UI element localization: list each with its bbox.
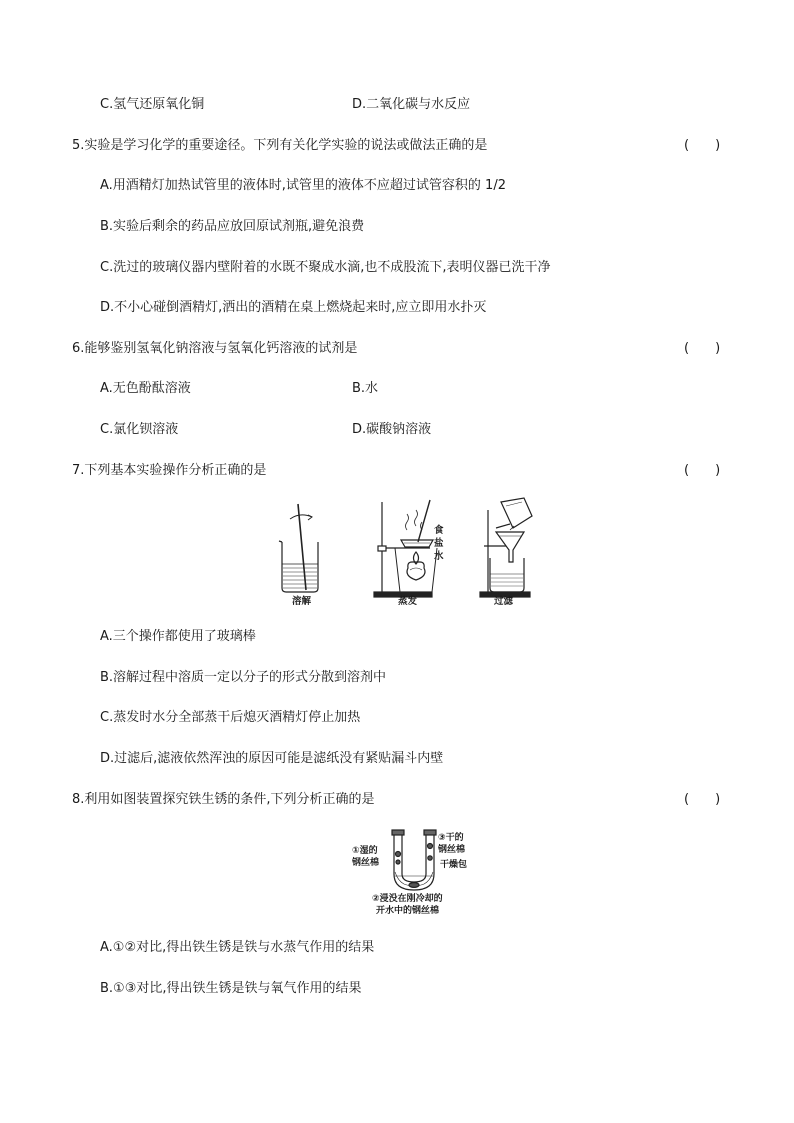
q5-option-d: D.不小心碰倒酒精灯,洒出的酒精在桌上燃烧起来时,应立即用水扑灭 xyxy=(100,300,487,315)
q7-option-c: C.蒸发时水分全部蒸干后熄灭酒精灯停止加热 xyxy=(100,710,361,725)
q6-option-a: A.无色酚酞溶液 xyxy=(100,381,191,396)
q6-answer-paren: ( ) xyxy=(684,341,721,356)
q6-option-b: B.水 xyxy=(352,381,379,396)
q5-option-b: B.实验后剩余的药品应放回原试剂瓶,避免浪费 xyxy=(100,219,365,234)
filtration-apparatus xyxy=(480,498,532,597)
q8-label-dry-steel-wool-2: 钢丝棉 xyxy=(438,845,466,855)
q8-label-boiled-water-1: ②浸没在刚冷却的 xyxy=(372,894,443,904)
q4-option-d: D.二氧化碳与水反应 xyxy=(352,97,471,112)
q7-label-evaporation: 蒸发 xyxy=(398,596,418,607)
q7-option-d: D.过滤后,滤液依然浑浊的原因可能是滤纸没有紧贴漏斗内壁 xyxy=(100,751,444,766)
q5-option-c: C.洗过的玻璃仪器内壁附着的水既不聚成水滴,也不成股流下,表明仪器已洗干净 xyxy=(100,260,551,275)
q8-label-boiled-water-2: 开水中的钢丝棉 xyxy=(376,906,440,916)
q8-option-a: A.①②对比,得出铁生锈是铁与水蒸气作用的结果 xyxy=(100,940,375,955)
q5-option-a: A.用酒精灯加热试管里的液体时,试管里的液体不应超过试管容积的 1/2 xyxy=(100,178,506,193)
q6-option-d: D.碳酸钠溶液 xyxy=(352,422,432,437)
q8-label-desiccant-pack: 干燥包 xyxy=(440,860,468,870)
q5-stem: 5.实验是学习化学的重要途径。下列有关化学实验的说法或做法正确的是 xyxy=(72,138,488,153)
q7-stem: 7.下列基本实验操作分析正确的是 xyxy=(72,463,267,478)
q8-label-wet-steel-wool-2: 钢丝棉 xyxy=(352,858,380,868)
q7-side-label-char-3: 水 xyxy=(434,551,444,562)
dissolving-apparatus xyxy=(279,504,318,592)
q7-answer-paren: ( ) xyxy=(684,463,721,478)
q7-option-b: B.溶解过程中溶质一定以分子的形式分散到溶剂中 xyxy=(100,670,387,685)
q6-option-c: C.氯化钡溶液 xyxy=(100,422,179,437)
q8-stem: 8.利用如图装置探究铁生锈的条件,下列分析正确的是 xyxy=(72,792,375,807)
q6-stem: 6.能够鉴别氢氧化钠溶液与氢氧化钙溶液的试剂是 xyxy=(72,341,358,356)
q4-option-c: C.氢气还原氧化铜 xyxy=(100,97,205,112)
evaporation-apparatus xyxy=(374,500,437,597)
q8-answer-paren: ( ) xyxy=(684,792,721,807)
q5-answer-paren: ( ) xyxy=(684,138,721,153)
q8-label-wet-steel-wool-1: ①湿的 xyxy=(352,846,378,856)
q8-figure-u-tube xyxy=(384,828,444,894)
q7-label-filtration: 过滤 xyxy=(494,596,514,607)
q7-side-label-char-2: 盐 xyxy=(434,538,444,549)
q8-option-b: B.①③对比,得出铁生锈是铁与氧气作用的结果 xyxy=(100,981,362,996)
q7-side-label-char-1: 食 xyxy=(434,525,444,536)
q7-option-a: A.三个操作都使用了玻璃棒 xyxy=(100,629,256,644)
q7-label-dissolving: 溶解 xyxy=(292,596,312,607)
q8-label-dry-steel-wool-1: ③干的 xyxy=(438,833,464,843)
